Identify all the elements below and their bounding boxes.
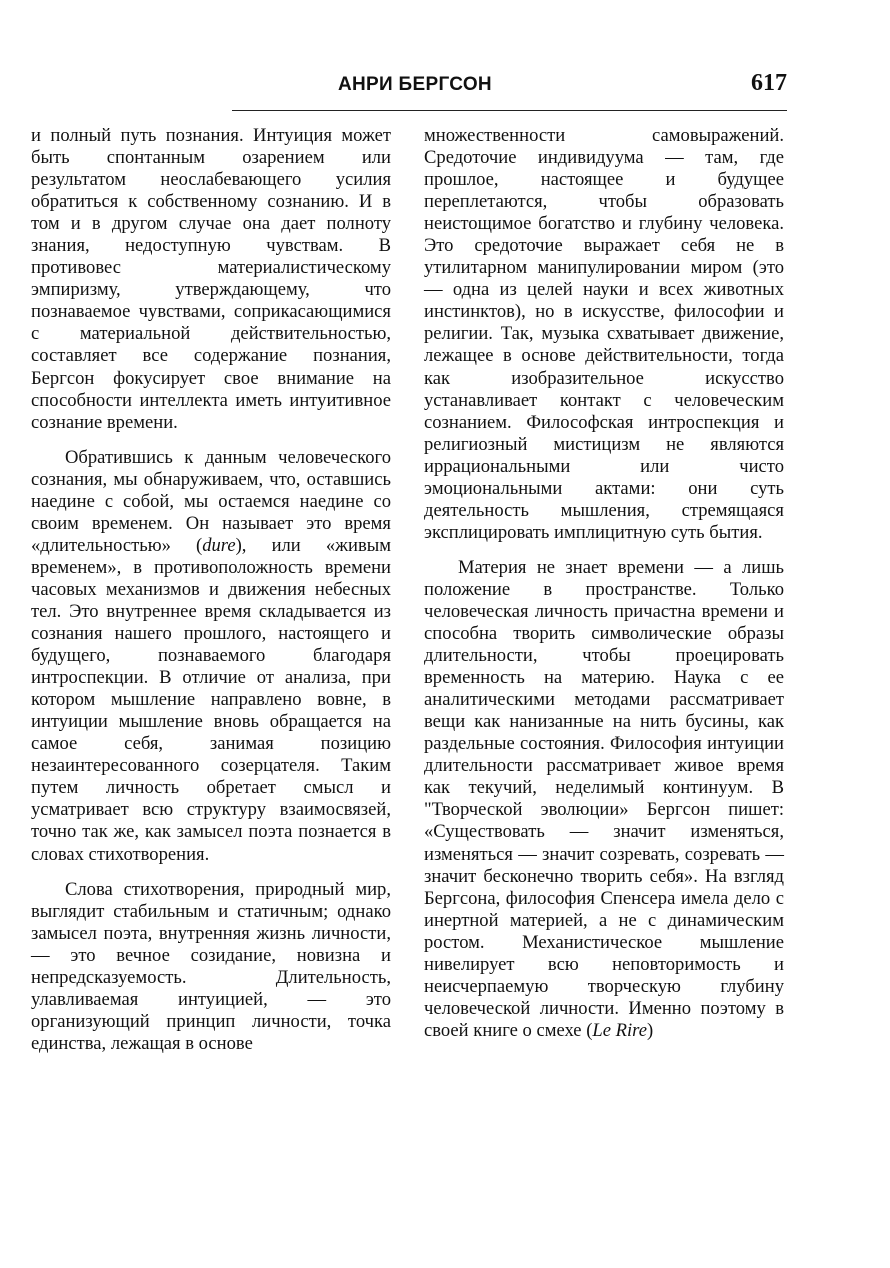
italic-term: dure xyxy=(202,534,236,556)
right-column xyxy=(424,125,784,1042)
running-title: АНРИ БЕРГСОН xyxy=(338,74,492,95)
paragraph: и полный путь познания. Интуиция может быть спонтанным озарением или результатом неослабевающего усилия обратиться к собственному сознанию. И в том и в другом случае она дает полноту знания, недоступную чувствам. В противовес материалистическому эмпиризму, утверждающему, что познаваемое чувствами, соприкасающимися с материальной действительностью, составляет все содержание познания, Бергсон фокусирует свое внимание на способности интеллекта иметь интуитивное сознание времени. xyxy=(31,125,391,433)
paragraph: множественности самовыражений. Средоточие индивидуума — там, где прошлое, настоящее и будущее переплетаются, чтобы образовать неистощимое богатство и глубину человека. Это средоточие выражает себя не в утилитарном манипулировании миром (это — одна из целей науки и всех животных инстинктов), но в искусстве, философии и религии. Так, музыка схватывает движение, лежащее в основе действительности, тогда как изобразительное искусство устанавливает контакт с человеческим сознанием. Философская интроспекция и религиозный мистицизм не являются иррациональными или чисто эмоциональными актами: они суть деятельность мышления, стремящаяся эксплицировать имплицитную суть бытия. xyxy=(424,125,784,543)
paragraph-text: ) xyxy=(646,1019,654,1041)
page-header xyxy=(232,70,890,106)
paragraph-text: Обратившись к данным человеческого сознания, мы обнаруживаем, что, оставшись наедине с собой, мы остаемся наедине со своим временем. Он называет это время «длительностью» ( xyxy=(31,446,391,556)
paragraph-text: ), или «живым временем», в противоположность времени часовых механизмов и движения небесных тел. Это внутреннее время складывается из сознания нашего прошлого, настоящего и будущего, познаваемого благодаря интроспекции. В отличие от анализа, при котором мышление направлено вовне, в интуиции мышление вновь обращается на самое себя, занимая позицию незаинтересованного созерцателя. Таким путем личность обретает смысл и усматривает всю структуру взаимосвязей, точно так же, как замысел поэта познается в словах стихотворения. xyxy=(31,534,391,865)
paragraph xyxy=(424,557,784,1042)
paragraph xyxy=(31,447,391,866)
page-number: 617 xyxy=(751,70,787,96)
italic-term: Le Rire xyxy=(592,1019,647,1041)
header-rule xyxy=(232,110,787,111)
paragraph: Слова стихотворения, природный мир, выглядит стабильным и статичным; однако замысел поэта, внутренняя жизнь личности, — это вечное созидание, новизна и непредсказуемость. Длительность, улавливаемая интуицией, — это организующий принцип личности, точка единства, лежащая в основе xyxy=(31,878,391,1054)
paragraph-text: Материя не знает времени — а лишь положение в пространстве. Только человеческая личность причастна времени и способна творить символические образы длительности, чтобы проецировать временность на материю. Наука с ее аналитическими методами рассматривает вещи как нанизанные на нить бусины, как раздельные состояния. Философия интуиции длительности рассматривает живое время как текучий, неделимый континуум. В "Творческой эволюции» Бергсон пишет: «Существовать — значит изменяться, изменяться — значит созревать, созревать — значит бесконечно творить себя». На взгляд Бергсона, философия Спенсера имела дело с инертной материей, а не с динамическим ростом. Механистическое мышление нивелирует всю неповторимость и неисчерпаемую творческую глубину человеческой личности. Именно поэтому в своей книге о смехе ( xyxy=(424,556,784,1041)
left-column xyxy=(31,125,391,1055)
